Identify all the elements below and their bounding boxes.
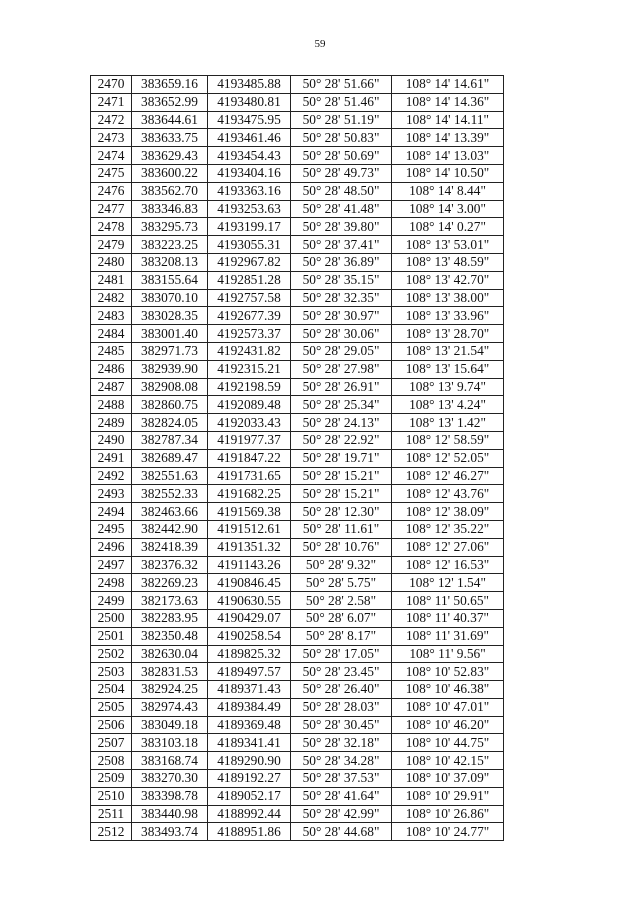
longitude-cell: 108° 12' 27.06" [392, 538, 504, 556]
longitude-cell: 108° 13' 42.70" [392, 271, 504, 289]
x-coordinate-cell: 383295.73 [132, 218, 208, 236]
latitude-cell: 50° 28' 50.83" [291, 129, 392, 147]
y-coordinate-cell: 4193363.16 [208, 182, 291, 200]
longitude-cell: 108° 14' 10.50" [392, 164, 504, 182]
table-row [91, 271, 504, 289]
table-row [91, 253, 504, 271]
y-coordinate-cell: 4191569.38 [208, 503, 291, 521]
latitude-cell: 50° 28' 12.30" [291, 503, 392, 521]
longitude-cell: 108° 12' 46.27" [392, 467, 504, 485]
x-coordinate-cell: 382463.66 [132, 503, 208, 521]
latitude-cell: 50° 28' 2.58" [291, 592, 392, 610]
latitude-cell: 50° 28' 26.91" [291, 378, 392, 396]
table-row [91, 218, 504, 236]
table-row [91, 129, 504, 147]
latitude-cell: 50° 28' 23.45" [291, 663, 392, 681]
point-number-cell: 2471 [91, 93, 132, 111]
x-coordinate-cell: 383001.40 [132, 325, 208, 343]
page-number: 59 [314, 38, 326, 50]
point-number-cell: 2483 [91, 307, 132, 325]
x-coordinate-cell: 383562.70 [132, 182, 208, 200]
longitude-cell: 108° 11' 9.56" [392, 645, 504, 663]
y-coordinate-cell: 4191682.25 [208, 485, 291, 503]
table-row [91, 325, 504, 343]
latitude-cell: 50° 28' 29.05" [291, 342, 392, 360]
longitude-cell: 108° 12' 35.22" [392, 520, 504, 538]
table-row [91, 182, 504, 200]
x-coordinate-cell: 383652.99 [132, 93, 208, 111]
point-number-cell: 2486 [91, 360, 132, 378]
table-row [91, 556, 504, 574]
point-number-cell: 2485 [91, 342, 132, 360]
point-number-cell: 2502 [91, 645, 132, 663]
latitude-cell: 50° 28' 42.99" [291, 805, 392, 823]
longitude-cell: 108° 14' 14.11" [392, 111, 504, 129]
latitude-cell: 50° 28' 15.21" [291, 467, 392, 485]
x-coordinate-cell: 382974.43 [132, 698, 208, 716]
x-coordinate-cell: 382630.04 [132, 645, 208, 663]
table-row [91, 627, 504, 645]
x-coordinate-cell: 383155.64 [132, 271, 208, 289]
point-number-cell: 2489 [91, 414, 132, 432]
longitude-cell: 108° 13' 53.01" [392, 236, 504, 254]
coordinates-table [90, 75, 504, 841]
x-coordinate-cell: 383070.10 [132, 289, 208, 307]
point-number-cell: 2512 [91, 823, 132, 841]
y-coordinate-cell: 4190429.07 [208, 609, 291, 627]
x-coordinate-cell: 382689.47 [132, 449, 208, 467]
point-number-cell: 2474 [91, 147, 132, 165]
table-row [91, 698, 504, 716]
latitude-cell: 50° 28' 36.89" [291, 253, 392, 271]
y-coordinate-cell: 4192851.28 [208, 271, 291, 289]
longitude-cell: 108° 10' 42.15" [392, 752, 504, 770]
longitude-cell: 108° 14' 3.00" [392, 200, 504, 218]
point-number-cell: 2508 [91, 752, 132, 770]
y-coordinate-cell: 4189192.27 [208, 770, 291, 788]
point-number-cell: 2500 [91, 609, 132, 627]
table-row [91, 236, 504, 254]
y-coordinate-cell: 4189341.41 [208, 734, 291, 752]
longitude-cell: 108° 12' 43.76" [392, 485, 504, 503]
latitude-cell: 50° 28' 37.41" [291, 236, 392, 254]
latitude-cell: 50° 28' 19.71" [291, 449, 392, 467]
coordinates-table-body [91, 76, 504, 841]
point-number-cell: 2494 [91, 503, 132, 521]
x-coordinate-cell: 382551.63 [132, 467, 208, 485]
table-row [91, 467, 504, 485]
table-row [91, 449, 504, 467]
latitude-cell: 50° 28' 10.76" [291, 538, 392, 556]
x-coordinate-cell: 383028.35 [132, 307, 208, 325]
table-row [91, 734, 504, 752]
point-number-cell: 2475 [91, 164, 132, 182]
y-coordinate-cell: 4193485.88 [208, 76, 291, 94]
y-coordinate-cell: 4192757.58 [208, 289, 291, 307]
table-row [91, 574, 504, 592]
latitude-cell: 50° 28' 26.40" [291, 681, 392, 699]
y-coordinate-cell: 4189369.48 [208, 716, 291, 734]
table-row [91, 93, 504, 111]
table-row [91, 164, 504, 182]
longitude-cell: 108° 10' 26.86" [392, 805, 504, 823]
x-coordinate-cell: 383103.18 [132, 734, 208, 752]
x-coordinate-cell: 382173.63 [132, 592, 208, 610]
latitude-cell: 50° 28' 6.07" [291, 609, 392, 627]
point-number-cell: 2503 [91, 663, 132, 681]
longitude-cell: 108° 13' 9.74" [392, 378, 504, 396]
table-row [91, 76, 504, 94]
longitude-cell: 108° 12' 1.54" [392, 574, 504, 592]
latitude-cell: 50° 28' 27.98" [291, 360, 392, 378]
longitude-cell: 108° 13' 15.64" [392, 360, 504, 378]
table-row [91, 200, 504, 218]
latitude-cell: 50° 28' 41.48" [291, 200, 392, 218]
x-coordinate-cell: 383168.74 [132, 752, 208, 770]
point-number-cell: 2477 [91, 200, 132, 218]
latitude-cell: 50° 28' 11.61" [291, 520, 392, 538]
point-number-cell: 2511 [91, 805, 132, 823]
point-number-cell: 2496 [91, 538, 132, 556]
x-coordinate-cell: 382350.48 [132, 627, 208, 645]
x-coordinate-cell: 383633.75 [132, 129, 208, 147]
y-coordinate-cell: 4191977.37 [208, 431, 291, 449]
longitude-cell: 108° 13' 4.24" [392, 396, 504, 414]
table-row [91, 111, 504, 129]
y-coordinate-cell: 4191512.61 [208, 520, 291, 538]
y-coordinate-cell: 4193253.63 [208, 200, 291, 218]
table-row [91, 342, 504, 360]
longitude-cell: 108° 13' 38.00" [392, 289, 504, 307]
point-number-cell: 2504 [91, 681, 132, 699]
x-coordinate-cell: 383644.61 [132, 111, 208, 129]
y-coordinate-cell: 4193404.16 [208, 164, 291, 182]
longitude-cell: 108° 10' 24.77" [392, 823, 504, 841]
latitude-cell: 50° 28' 9.32" [291, 556, 392, 574]
latitude-cell: 50° 28' 51.19" [291, 111, 392, 129]
latitude-cell: 50° 28' 25.34" [291, 396, 392, 414]
x-coordinate-cell: 382824.05 [132, 414, 208, 432]
point-number-cell: 2495 [91, 520, 132, 538]
latitude-cell: 50° 28' 37.53" [291, 770, 392, 788]
point-number-cell: 2481 [91, 271, 132, 289]
y-coordinate-cell: 4191351.32 [208, 538, 291, 556]
y-coordinate-cell: 4192198.59 [208, 378, 291, 396]
longitude-cell: 108° 10' 37.09" [392, 770, 504, 788]
x-coordinate-cell: 383629.43 [132, 147, 208, 165]
x-coordinate-cell: 382376.32 [132, 556, 208, 574]
table-row [91, 823, 504, 841]
y-coordinate-cell: 4189290.90 [208, 752, 291, 770]
point-number-cell: 2484 [91, 325, 132, 343]
longitude-cell: 108° 13' 48.59" [392, 253, 504, 271]
longitude-cell: 108° 11' 31.69" [392, 627, 504, 645]
latitude-cell: 50° 28' 51.66" [291, 76, 392, 94]
y-coordinate-cell: 4193199.17 [208, 218, 291, 236]
table-row [91, 147, 504, 165]
point-number-cell: 2487 [91, 378, 132, 396]
table-row [91, 307, 504, 325]
latitude-cell: 50° 28' 41.64" [291, 787, 392, 805]
longitude-cell: 108° 10' 47.01" [392, 698, 504, 716]
x-coordinate-cell: 383223.25 [132, 236, 208, 254]
y-coordinate-cell: 4192573.37 [208, 325, 291, 343]
table-row [91, 485, 504, 503]
point-number-cell: 2510 [91, 787, 132, 805]
longitude-cell: 108° 12' 38.09" [392, 503, 504, 521]
latitude-cell: 50° 28' 30.06" [291, 325, 392, 343]
latitude-cell: 50° 28' 32.35" [291, 289, 392, 307]
longitude-cell: 108° 14' 8.44" [392, 182, 504, 200]
longitude-cell: 108° 10' 46.38" [392, 681, 504, 699]
table-row [91, 663, 504, 681]
longitude-cell: 108° 13' 28.70" [392, 325, 504, 343]
y-coordinate-cell: 4193461.46 [208, 129, 291, 147]
latitude-cell: 50° 28' 24.13" [291, 414, 392, 432]
x-coordinate-cell: 383270.30 [132, 770, 208, 788]
x-coordinate-cell: 382442.90 [132, 520, 208, 538]
longitude-cell: 108° 12' 16.53" [392, 556, 504, 574]
latitude-cell: 50° 28' 28.03" [291, 698, 392, 716]
x-coordinate-cell: 382860.75 [132, 396, 208, 414]
longitude-cell: 108° 10' 52.83" [392, 663, 504, 681]
point-number-cell: 2507 [91, 734, 132, 752]
longitude-cell: 108° 13' 33.96" [392, 307, 504, 325]
latitude-cell: 50° 28' 8.17" [291, 627, 392, 645]
point-number-cell: 2476 [91, 182, 132, 200]
point-number-cell: 2491 [91, 449, 132, 467]
point-number-cell: 2501 [91, 627, 132, 645]
table-row [91, 431, 504, 449]
longitude-cell: 108° 14' 14.61" [392, 76, 504, 94]
longitude-cell: 108° 10' 46.20" [392, 716, 504, 734]
latitude-cell: 50° 28' 32.18" [291, 734, 392, 752]
point-number-cell: 2505 [91, 698, 132, 716]
y-coordinate-cell: 4190258.54 [208, 627, 291, 645]
latitude-cell: 50° 28' 30.97" [291, 307, 392, 325]
x-coordinate-cell: 382831.53 [132, 663, 208, 681]
table-row [91, 396, 504, 414]
x-coordinate-cell: 382939.90 [132, 360, 208, 378]
point-number-cell: 2498 [91, 574, 132, 592]
table-row [91, 538, 504, 556]
latitude-cell: 50° 28' 30.45" [291, 716, 392, 734]
longitude-cell: 108° 10' 29.91" [392, 787, 504, 805]
table-row [91, 787, 504, 805]
latitude-cell: 50° 28' 50.69" [291, 147, 392, 165]
x-coordinate-cell: 383398.78 [132, 787, 208, 805]
y-coordinate-cell: 4193055.31 [208, 236, 291, 254]
y-coordinate-cell: 4192315.21 [208, 360, 291, 378]
y-coordinate-cell: 4192431.82 [208, 342, 291, 360]
point-number-cell: 2488 [91, 396, 132, 414]
longitude-cell: 108° 13' 1.42" [392, 414, 504, 432]
table-row [91, 716, 504, 734]
x-coordinate-cell: 382971.73 [132, 342, 208, 360]
x-coordinate-cell: 382283.95 [132, 609, 208, 627]
table-row [91, 752, 504, 770]
table-row [91, 592, 504, 610]
point-number-cell: 2499 [91, 592, 132, 610]
longitude-cell: 108° 12' 52.05" [392, 449, 504, 467]
y-coordinate-cell: 4192033.43 [208, 414, 291, 432]
x-coordinate-cell: 382552.33 [132, 485, 208, 503]
longitude-cell: 108° 11' 50.65" [392, 592, 504, 610]
table-row [91, 805, 504, 823]
y-coordinate-cell: 4192967.82 [208, 253, 291, 271]
latitude-cell: 50° 28' 17.05" [291, 645, 392, 663]
latitude-cell: 50° 28' 5.75" [291, 574, 392, 592]
point-number-cell: 2479 [91, 236, 132, 254]
y-coordinate-cell: 4188951.86 [208, 823, 291, 841]
table-row [91, 609, 504, 627]
x-coordinate-cell: 383659.16 [132, 76, 208, 94]
latitude-cell: 50° 28' 15.21" [291, 485, 392, 503]
point-number-cell: 2478 [91, 218, 132, 236]
y-coordinate-cell: 4189371.43 [208, 681, 291, 699]
point-number-cell: 2506 [91, 716, 132, 734]
longitude-cell: 108° 11' 40.37" [392, 609, 504, 627]
y-coordinate-cell: 4191847.22 [208, 449, 291, 467]
latitude-cell: 50° 28' 39.80" [291, 218, 392, 236]
latitude-cell: 50° 28' 44.68" [291, 823, 392, 841]
y-coordinate-cell: 4189052.17 [208, 787, 291, 805]
longitude-cell: 108° 10' 44.75" [392, 734, 504, 752]
latitude-cell: 50° 28' 34.28" [291, 752, 392, 770]
y-coordinate-cell: 4193480.81 [208, 93, 291, 111]
point-number-cell: 2492 [91, 467, 132, 485]
y-coordinate-cell: 4189497.57 [208, 663, 291, 681]
point-number-cell: 2490 [91, 431, 132, 449]
point-number-cell: 2493 [91, 485, 132, 503]
y-coordinate-cell: 4188992.44 [208, 805, 291, 823]
y-coordinate-cell: 4190846.45 [208, 574, 291, 592]
table-row [91, 414, 504, 432]
longitude-cell: 108° 14' 13.39" [392, 129, 504, 147]
x-coordinate-cell: 383493.74 [132, 823, 208, 841]
table-row [91, 503, 504, 521]
y-coordinate-cell: 4192089.48 [208, 396, 291, 414]
y-coordinate-cell: 4193454.43 [208, 147, 291, 165]
point-number-cell: 2472 [91, 111, 132, 129]
table-row [91, 360, 504, 378]
longitude-cell: 108° 13' 21.54" [392, 342, 504, 360]
longitude-cell: 108° 14' 13.03" [392, 147, 504, 165]
table-row [91, 681, 504, 699]
point-number-cell: 2470 [91, 76, 132, 94]
y-coordinate-cell: 4190630.55 [208, 592, 291, 610]
y-coordinate-cell: 4193475.95 [208, 111, 291, 129]
table-row [91, 520, 504, 538]
longitude-cell: 108° 14' 14.36" [392, 93, 504, 111]
latitude-cell: 50° 28' 51.46" [291, 93, 392, 111]
longitude-cell: 108° 12' 58.59" [392, 431, 504, 449]
table-row [91, 770, 504, 788]
y-coordinate-cell: 4191143.26 [208, 556, 291, 574]
point-number-cell: 2473 [91, 129, 132, 147]
table-row [91, 378, 504, 396]
x-coordinate-cell: 383208.13 [132, 253, 208, 271]
x-coordinate-cell: 382908.08 [132, 378, 208, 396]
latitude-cell: 50° 28' 35.15" [291, 271, 392, 289]
point-number-cell: 2509 [91, 770, 132, 788]
longitude-cell: 108° 14' 0.27" [392, 218, 504, 236]
x-coordinate-cell: 382418.39 [132, 538, 208, 556]
y-coordinate-cell: 4189825.32 [208, 645, 291, 663]
x-coordinate-cell: 382924.25 [132, 681, 208, 699]
point-number-cell: 2480 [91, 253, 132, 271]
latitude-cell: 50° 28' 49.73" [291, 164, 392, 182]
point-number-cell: 2497 [91, 556, 132, 574]
table-row [91, 645, 504, 663]
y-coordinate-cell: 4191731.65 [208, 467, 291, 485]
point-number-cell: 2482 [91, 289, 132, 307]
table-row [91, 289, 504, 307]
latitude-cell: 50° 28' 48.50" [291, 182, 392, 200]
x-coordinate-cell: 382787.34 [132, 431, 208, 449]
x-coordinate-cell: 382269.23 [132, 574, 208, 592]
x-coordinate-cell: 383049.18 [132, 716, 208, 734]
x-coordinate-cell: 383440.98 [132, 805, 208, 823]
y-coordinate-cell: 4192677.39 [208, 307, 291, 325]
x-coordinate-cell: 383346.83 [132, 200, 208, 218]
x-coordinate-cell: 383600.22 [132, 164, 208, 182]
latitude-cell: 50° 28' 22.92" [291, 431, 392, 449]
y-coordinate-cell: 4189384.49 [208, 698, 291, 716]
